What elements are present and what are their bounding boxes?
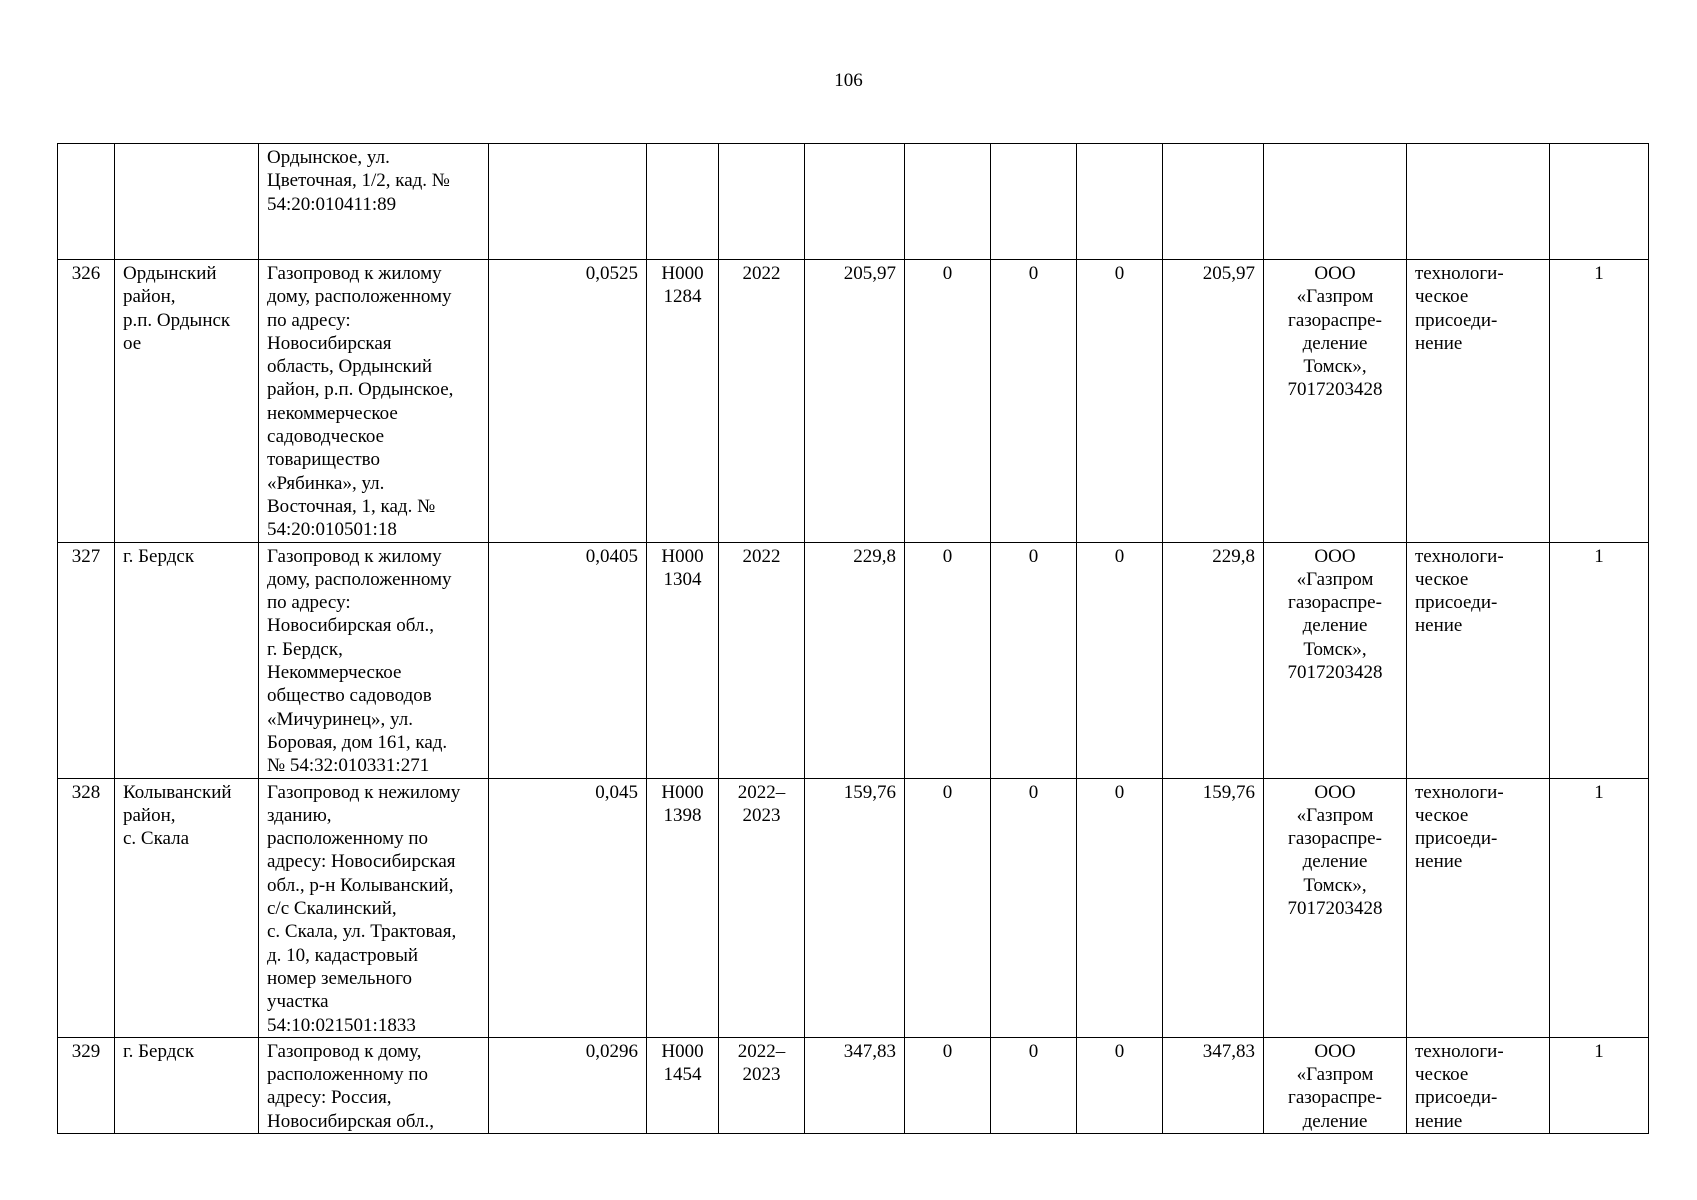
location-cell-text: г. Бердск bbox=[123, 545, 195, 567]
value-4-cell bbox=[1163, 144, 1264, 260]
object-code-cell-text: Н000 1304 bbox=[661, 545, 704, 590]
location-cell-text: Колыванский район, с. Скала bbox=[123, 781, 232, 850]
row-number-cell bbox=[58, 778, 115, 1037]
value-1-cell-text: 0 bbox=[942, 545, 953, 567]
count-cell bbox=[1550, 778, 1649, 1037]
value-3-cell bbox=[1077, 778, 1163, 1037]
table-row bbox=[58, 542, 1649, 778]
year-cell bbox=[719, 778, 805, 1037]
gas-pipeline-table bbox=[57, 143, 1649, 1134]
year-cell-text: 2022– 2023 bbox=[737, 1040, 786, 1086]
purpose-cell bbox=[1407, 260, 1550, 543]
value-2-cell-text: 0 bbox=[1028, 263, 1039, 284]
table-row bbox=[58, 778, 1649, 1037]
value-3-cell-text: 0 bbox=[1114, 545, 1125, 567]
total-cost-cell-text: 159,76 bbox=[843, 781, 896, 803]
year-cell bbox=[719, 1037, 805, 1133]
location-cell bbox=[115, 542, 259, 778]
organization-cell bbox=[1264, 260, 1407, 543]
object-code-cell bbox=[647, 542, 719, 778]
length-cell bbox=[489, 144, 647, 260]
year-cell bbox=[719, 542, 805, 778]
object-description-cell-text: Газопровод к нежилому зданию, расположенному по адресу: Новосибирская обл., р-н Колыванский, с/с Скалинский, с. Скала, ул. Трактовая, д. 10, кадастровый номер земельного участка 54:10:021501:1833 bbox=[267, 781, 461, 1036]
location-cell bbox=[115, 144, 259, 260]
year-cell-text: 2022 bbox=[742, 545, 781, 567]
purpose-cell-text: технологи- ческое присоеди- нение bbox=[1415, 781, 1504, 873]
organization-cell-text: ООО «Газпром газораспре- деление Томск», 7017203428 bbox=[1287, 781, 1383, 920]
row-number-cell-text: 327 bbox=[71, 545, 101, 567]
length-cell bbox=[489, 778, 647, 1037]
object-description-cell-text: Газопровод к дому, расположенному по адресу: Россия, Новосибирская обл., bbox=[267, 1040, 434, 1132]
length-cell-text: 0,0405 bbox=[585, 545, 638, 567]
object-description-cell bbox=[259, 542, 489, 778]
purpose-cell bbox=[1407, 1037, 1550, 1133]
length-cell-text: 0,0525 bbox=[585, 263, 638, 284]
purpose-cell-text: технологи- ческое присоеди- нение bbox=[1415, 263, 1504, 354]
value-1-cell bbox=[905, 260, 991, 543]
object-description-cell-text: Газопровод к жилому дому, расположенному по адресу: Новосибирская область, Ордынский район, р.п. Ордынское, некоммерческое садоводческое товарищество «Рябинка», ул. Восточная, 1, кад. № 54:20:010501:18 bbox=[267, 263, 454, 541]
row-number-cell bbox=[58, 542, 115, 778]
length-cell bbox=[489, 260, 647, 543]
value-4-cell bbox=[1163, 542, 1264, 778]
purpose-cell bbox=[1407, 778, 1550, 1037]
object-description-cell bbox=[259, 1037, 489, 1133]
value-4-cell-text: 205,97 bbox=[1202, 263, 1255, 284]
row-number-cell-text: 329 bbox=[71, 1040, 101, 1062]
value-1-cell bbox=[905, 144, 991, 260]
total-cost-cell bbox=[805, 778, 905, 1037]
value-3-cell bbox=[1077, 1037, 1163, 1133]
page-number: 106 bbox=[834, 70, 863, 91]
value-2-cell bbox=[991, 260, 1077, 543]
value-4-cell-text: 347,83 bbox=[1202, 1040, 1255, 1062]
value-4-cell-text: 159,76 bbox=[1202, 781, 1255, 803]
length-cell-text: 0,045 bbox=[595, 781, 638, 803]
object-code-cell bbox=[647, 1037, 719, 1133]
value-2-cell bbox=[991, 778, 1077, 1037]
value-1-cell bbox=[905, 542, 991, 778]
total-cost-cell bbox=[805, 542, 905, 778]
value-3-cell-text: 0 bbox=[1114, 1040, 1125, 1062]
value-1-cell bbox=[905, 1037, 991, 1133]
value-4-cell bbox=[1163, 778, 1264, 1037]
value-4-cell-text: 229,8 bbox=[1212, 545, 1255, 567]
table-row bbox=[58, 144, 1649, 260]
object-description-cell bbox=[259, 778, 489, 1037]
count-cell bbox=[1550, 260, 1649, 543]
value-3-cell bbox=[1077, 542, 1163, 778]
table-body bbox=[58, 144, 1649, 1134]
value-1-cell bbox=[905, 778, 991, 1037]
count-cell-text: 1 bbox=[1594, 781, 1604, 803]
length-cell bbox=[489, 542, 647, 778]
value-4-cell bbox=[1163, 260, 1264, 543]
location-cell bbox=[115, 260, 259, 543]
object-description-cell-text: Ордынское, ул. Цветочная, 1/2, кад. № 54:20:010411:89 bbox=[267, 147, 450, 215]
row-number-cell-text: 326 bbox=[71, 263, 101, 284]
value-1-cell-text: 0 bbox=[942, 263, 953, 284]
total-cost-cell-text: 205,97 bbox=[843, 263, 896, 284]
organization-cell bbox=[1264, 1037, 1407, 1133]
object-description-cell bbox=[259, 144, 489, 260]
year-cell bbox=[719, 260, 805, 543]
count-cell-text: 1 bbox=[1594, 545, 1604, 567]
row-number-cell bbox=[58, 1037, 115, 1133]
object-code-cell bbox=[647, 778, 719, 1037]
year-cell bbox=[719, 144, 805, 260]
organization-cell bbox=[1264, 144, 1407, 260]
table-row bbox=[58, 260, 1649, 543]
object-code-cell bbox=[647, 260, 719, 543]
purpose-cell-text: технологи- ческое присоеди- нение bbox=[1415, 545, 1504, 637]
purpose-cell bbox=[1407, 542, 1550, 778]
total-cost-cell bbox=[805, 144, 905, 260]
year-cell-text: 2022– 2023 bbox=[737, 781, 786, 826]
value-2-cell bbox=[991, 1037, 1077, 1133]
value-2-cell-text: 0 bbox=[1028, 1040, 1039, 1062]
count-cell bbox=[1550, 1037, 1649, 1133]
organization-cell bbox=[1264, 542, 1407, 778]
object-code-cell-text: Н000 1398 bbox=[661, 781, 704, 826]
count-cell bbox=[1550, 542, 1649, 778]
object-description-cell-text: Газопровод к жилому дому, расположенному по адресу: Новосибирская обл., г. Бердск, Некоммерческое общество садоводов «Мичуринец», ул. Боровая, дом 161, кад. № 54:32:010331:271 bbox=[267, 545, 452, 777]
organization-cell-text: ООО «Газпром газораспре- деление bbox=[1288, 1040, 1382, 1132]
count-cell bbox=[1550, 144, 1649, 260]
table-row bbox=[58, 1037, 1649, 1133]
count-cell-text: 1 bbox=[1594, 263, 1604, 284]
object-code-cell-text: Н000 1284 bbox=[661, 263, 704, 308]
length-cell bbox=[489, 1037, 647, 1133]
count-cell-text: 1 bbox=[1594, 1040, 1604, 1062]
location-cell bbox=[115, 1037, 259, 1133]
year-cell-text: 2022 bbox=[742, 263, 781, 284]
location-cell-text: Ордынский район, р.п. Ордынск ое bbox=[123, 263, 231, 354]
total-cost-cell bbox=[805, 260, 905, 543]
value-3-cell bbox=[1077, 260, 1163, 543]
value-2-cell bbox=[991, 144, 1077, 260]
value-1-cell-text: 0 bbox=[942, 1040, 953, 1062]
value-3-cell-text: 0 bbox=[1114, 781, 1125, 803]
purpose-cell-text: технологи- ческое присоеди- нение bbox=[1415, 1040, 1504, 1132]
total-cost-cell bbox=[805, 1037, 905, 1133]
value-2-cell-text: 0 bbox=[1028, 781, 1039, 803]
object-code-cell-text: Н000 1454 bbox=[661, 1040, 704, 1086]
value-2-cell-text: 0 bbox=[1028, 545, 1039, 567]
value-3-cell-text: 0 bbox=[1114, 263, 1125, 284]
purpose-cell bbox=[1407, 144, 1550, 260]
object-description-cell bbox=[259, 260, 489, 543]
value-4-cell bbox=[1163, 1037, 1264, 1133]
organization-cell bbox=[1264, 778, 1407, 1037]
organization-cell-text: ООО «Газпром газораспре- деление Томск», 7017203428 bbox=[1287, 263, 1383, 401]
total-cost-cell-text: 347,83 bbox=[843, 1040, 896, 1062]
row-number-cell bbox=[58, 144, 115, 260]
row-number-cell bbox=[58, 260, 115, 543]
location-cell bbox=[115, 778, 259, 1037]
value-1-cell-text: 0 bbox=[942, 781, 953, 803]
value-2-cell bbox=[991, 542, 1077, 778]
row-number-cell-text: 328 bbox=[71, 781, 101, 803]
length-cell-text: 0,0296 bbox=[585, 1040, 638, 1062]
location-cell-text: г. Бердск bbox=[123, 1040, 195, 1062]
organization-cell-text: ООО «Газпром газораспре- деление Томск», 7017203428 bbox=[1287, 545, 1383, 684]
object-code-cell bbox=[647, 144, 719, 260]
value-3-cell bbox=[1077, 144, 1163, 260]
total-cost-cell-text: 229,8 bbox=[853, 545, 896, 567]
